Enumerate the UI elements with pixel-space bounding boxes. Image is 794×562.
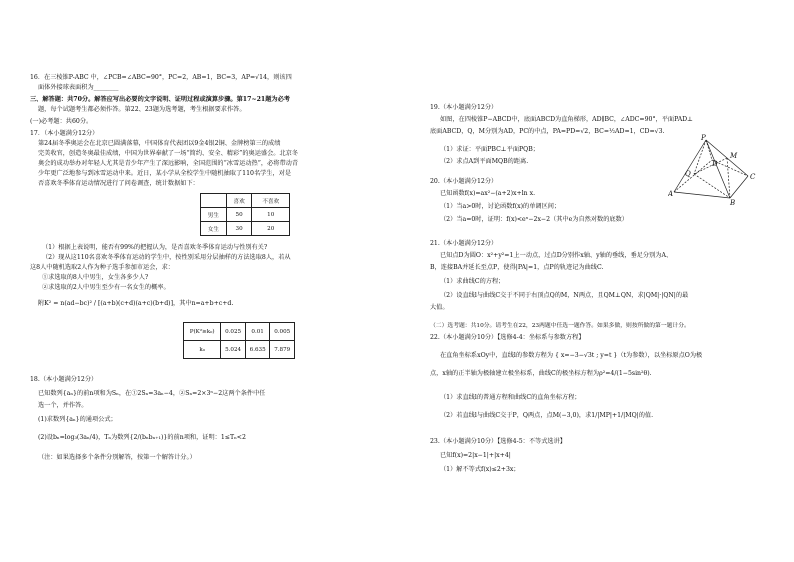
q20-title: 20.（本小题满分12分）: [430, 178, 498, 185]
q23-line: 已知f(x)=2|x−1|+|x+4|: [440, 452, 511, 459]
table-cell: 0.005: [270, 323, 295, 341]
right-column: [400, 0, 794, 562]
survey-table: [200, 193, 290, 236]
table-cell: 7.879: [270, 341, 295, 359]
q16-line1: 16．在三棱锥P-ABC 中，∠PCB=∠ABC=90°，PC=2，AB=1，BC=3，AP=√14，则该四: [30, 74, 292, 81]
vertex-label: Q: [685, 170, 691, 178]
q17-line: 完美收官，创造冬奥最佳成绩，中国为世界奉献了一场“简约、安全、精彩”的奥运盛会。北京冬: [38, 150, 299, 157]
q17b-line: （2）现从这110名喜欢冬季体育运动的学生中，按性别采用分层抽样的方法选取8人，若从: [42, 254, 291, 261]
q21-title: 21.（本小题满分12分）: [430, 240, 498, 247]
table-cell: 5.024: [221, 341, 246, 359]
vertex-label: M: [730, 152, 738, 160]
q17-line: 少年更广泛地参与到冰雪运动中来。近日，某小学从全校学生中随机抽取了110名学生，对是: [38, 170, 292, 177]
q17b-line: ②求选取的2人中男生至少有一名女生的概率。: [42, 284, 170, 291]
table-cell: 6.635: [245, 341, 270, 359]
table-row: [201, 208, 290, 222]
section3-required: (一)必考题：共60分。: [30, 118, 93, 125]
table-cell: 不喜欢: [252, 194, 290, 208]
q22-line: （1）求直线l的普通方程和曲线C的直角坐标方程；: [440, 394, 581, 401]
q21-line: （2）设直线l与曲线C交于不同于右顶点Q的M，N两点，且QM⊥QN，求|QM|·|QN|的最: [440, 292, 689, 299]
q19-line: （1）求证：平面PBC⊥平面PQB；: [440, 146, 539, 153]
section-elective: （二）选考题：共10分。请考生在22，23两题中任选一题作答。如果多做，则按所做的第一题计分。: [430, 323, 690, 329]
q23-title: 23.（本小题满分10分）【选修4-5：不等式选讲】: [430, 438, 566, 445]
q22-line: 在直角坐标系xOy中，直线l的参数方程为 { x=−3−√3t ; y=t }（t为参数），以坐标原点O为极: [440, 352, 703, 359]
q18-note: （注：如果选择多个条件分别解答，按第一个解答计分。）: [38, 454, 196, 461]
q18-line: (1)求数列{aₙ}的通项公式；: [38, 416, 117, 423]
table-cell: 10: [252, 208, 290, 222]
q18-line: (2)设bₙ=log₃(3aₙ/4)，Tₙ为数列{2/(bₙbₙ₊₁)}的前n项和，证明：1≤Tₙ<2: [38, 434, 246, 441]
q20-line: （1）当a>0时，讨论函数f(x)的单调区间；: [440, 203, 561, 210]
q18-line: 已知数列{aₙ}的前n项和为Sₙ，在①2Sₙ=3aₙ−4，②Sₙ=2×3ⁿ−2这两个条件中任: [38, 390, 266, 397]
q17b-line: ①求选取的8人中男生，女生各多少人?: [42, 274, 149, 281]
table-cell: 50: [226, 208, 252, 222]
table-cell: 男生: [201, 208, 227, 222]
table-cell: 喜欢: [226, 194, 252, 208]
q21-line: B，连接BA并延长至点P，使得|PA|=1，点P的轨迹记为曲线C.: [430, 264, 604, 271]
q16-line2: 面体外接球表面积为________: [38, 84, 119, 91]
table-row: [184, 341, 295, 359]
q17b-line: 这8人中随机选取2人作为种子选手参加市运会，求：: [30, 264, 174, 271]
q17-title: 17．（本小题满分12分）: [30, 130, 99, 137]
table-row: [201, 194, 290, 208]
section3-line2: 题，每个试题考生都必须作答。第22、23题为选考题，考生根据要求作答。: [38, 106, 246, 113]
q21-line: 大值。: [430, 304, 449, 311]
table-row: [184, 323, 295, 341]
critical-value-table: [183, 322, 295, 359]
k2-formula: 附K² = n(ad−bc)² / [(a+b)(c+d)(a+c)(b+d)]，其中n=a+b+c+d.: [38, 300, 234, 307]
section3-line1: 三、解答题：共70分。解答应写出必要的文字说明、证明过程或演算步骤。第17~21题为必考: [30, 96, 290, 103]
table-cell: 0.025: [221, 323, 246, 341]
q22-line: （2）若直线l与曲线C交于P，Q两点，点M(−3,0)，求1/|MP|+1/|MQ|的值.: [440, 412, 654, 419]
q20-line: 已知函数f(x)=ax²−(a+2)x+ln x.: [440, 190, 536, 197]
pyramid-figure: [668, 134, 758, 206]
q17b-line: （1）根据上表说明，能否有99%的把握认为，是否喜欢冬季体育运动与性别有关?: [42, 244, 268, 251]
table-cell: 女生: [201, 222, 227, 236]
q19-title: 19.（本小题满分12分）: [430, 104, 498, 111]
vertex-label: A: [668, 190, 674, 198]
table-cell: k₀: [184, 341, 221, 359]
q19-line: （2）求点A到平面MQB的距离.: [440, 158, 529, 165]
q20-line: （2）当a=0时，证明：f(x)<eˣ−2x−2（其中e为自然对数的底数）: [440, 216, 628, 223]
vertex-label: B: [730, 199, 736, 206]
table-row: [201, 222, 290, 236]
q18-title: 18.（本小题满分12分）: [30, 376, 98, 383]
q17-line: 第24届冬季奥运会在北京已圆满落幕，中国体育代表团以9金4银2铜、金牌榜第三的成绩: [38, 140, 281, 147]
q21-line: 已知点D为圆O：x²+y²=1上一动点，过点D分别作x轴、y轴的垂线，垂足分别为A、: [440, 252, 673, 259]
table-cell: P(K²≥k₀): [184, 323, 221, 341]
q19-line: 如图，在四棱锥P−ABCD中，底面ABCD为直角梯形，AD∥BC，∠ADC=90°，平面PAD⊥: [440, 116, 693, 123]
q22-title: 22.（本小题满分10分）【选修4-4：坐标系与参数方程】: [430, 334, 585, 341]
table-cell: 20: [252, 222, 290, 236]
table-cell: [201, 194, 227, 208]
q19-line: 底面ABCD，Q，M分别为AD，PC的中点，PA=PD=√2，BC=½AD=1，CD=√3.: [430, 128, 665, 135]
q17-line: 奥会的成功举办对年轻人尤其是青少年产生了深远影响，全国范围的“冰雪运动热”，必将带动青: [38, 160, 299, 167]
q21-line: （1）求曲线C的方程；: [440, 278, 505, 285]
vertex-label: P: [701, 134, 706, 142]
q18-line: 选一个，并作答。: [38, 402, 88, 409]
q17-line: 否喜欢冬季体育运动情况进行了问卷调查，统计数据如下：: [38, 180, 199, 187]
q23-line: （1）解不等式f(x)≤2+3x；: [440, 466, 520, 473]
table-cell: 30: [226, 222, 252, 236]
vertex-label: C: [750, 173, 756, 181]
vertex-label: D: [712, 160, 718, 168]
table-cell: 0.01: [245, 323, 270, 341]
q22-line: 点，x轴的正半轴为极轴建立极坐标系，曲线C的极坐标方程为ρ²=4/(1−5sin²θ).: [430, 370, 652, 377]
